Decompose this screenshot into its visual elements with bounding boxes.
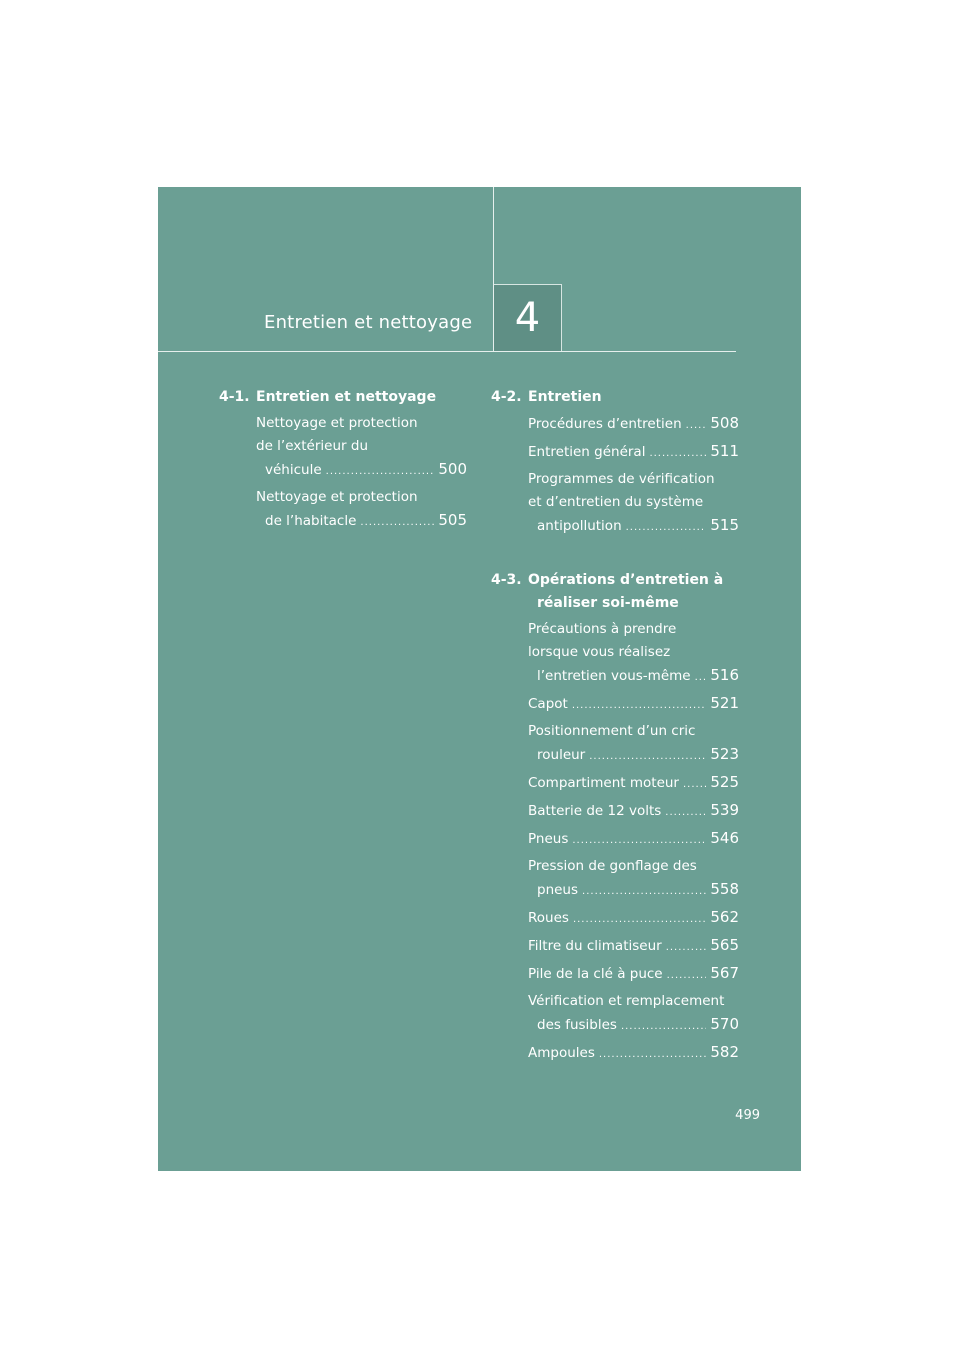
entry-page-number: 546 <box>710 829 739 847</box>
entry-leader-line <box>528 1013 739 1038</box>
section-title: Entretien <box>528 389 602 405</box>
entry-label-line: et d’entretien du système <box>528 494 704 510</box>
toc-entry[interactable] <box>528 962 739 987</box>
section-heading[interactable] <box>219 386 467 409</box>
dot-leader <box>626 516 707 539</box>
entry-page-number: 521 <box>710 694 739 712</box>
dot-leader <box>360 511 434 534</box>
entry-label-line: Pression de gonflage des <box>528 858 697 874</box>
dot-leader <box>573 908 706 931</box>
entry-label: Filtre du climatiseur <box>528 938 662 954</box>
entry-label: l’entretien vous-même <box>537 668 691 684</box>
entry-leader-line <box>528 906 739 931</box>
entry-label: Capot <box>528 696 568 712</box>
dot-leader <box>326 460 435 483</box>
toc-entry[interactable] <box>528 906 739 931</box>
entry-page-number: 508 <box>710 414 739 432</box>
toc-entry[interactable] <box>528 720 739 768</box>
entry-leader-line <box>528 412 739 437</box>
toc-entry[interactable] <box>528 771 739 796</box>
entry-page-number: 562 <box>710 908 739 926</box>
toc-entry[interactable] <box>528 990 739 1038</box>
entry-label-line: lorsque vous réalisez <box>528 644 671 660</box>
entry-label: Entretien général <box>528 444 646 460</box>
entry-leader-line <box>528 743 739 768</box>
header-horizontal-rule <box>158 351 736 352</box>
chapter-number: 4 <box>514 295 541 341</box>
toc-column-left <box>219 386 467 552</box>
entry-label-line: Positionnement d’un cric <box>528 723 696 739</box>
entry-label: pneus <box>537 882 579 898</box>
entry-label-line: Programmes de vérification <box>528 471 715 487</box>
entry-page-number: 582 <box>710 1043 739 1061</box>
entry-leader-line <box>528 664 739 689</box>
entry-leader-line <box>528 771 739 796</box>
entry-label: rouleur <box>537 747 586 763</box>
entry-page-number: 516 <box>710 666 739 684</box>
entry-label: Batterie de 12 volts <box>528 803 662 819</box>
toc-entry[interactable] <box>528 799 739 824</box>
entry-leader-line <box>528 799 739 824</box>
toc-entry[interactable] <box>256 412 467 483</box>
toc-entry[interactable] <box>528 934 739 959</box>
section-spacer <box>491 557 739 569</box>
dot-leader <box>621 1015 706 1038</box>
entry-page-number: 570 <box>710 1015 739 1033</box>
entry-label: Ampoules <box>528 1045 595 1061</box>
entry-page-number: 565 <box>710 936 739 954</box>
entry-label-line: Nettoyage et protection <box>256 415 418 431</box>
dot-leader <box>683 773 706 796</box>
toc-entry[interactable] <box>528 440 739 465</box>
section-number: 4-3. <box>491 572 522 588</box>
dot-leader <box>695 666 707 689</box>
entry-leader-line <box>256 458 467 483</box>
page-number: 499 <box>735 1108 760 1123</box>
toc-column-right <box>491 386 739 1084</box>
section-number: 4-1. <box>219 389 250 405</box>
dot-leader <box>649 442 706 465</box>
dot-leader <box>666 936 707 959</box>
entry-label: Procédures d’entretien <box>528 416 682 432</box>
toc-entry[interactable] <box>528 855 739 903</box>
entry-label-line: de l’extérieur du <box>256 438 368 454</box>
entry-leader-line <box>528 827 739 852</box>
entry-label-line: Vérification et remplacement <box>528 993 725 1009</box>
chapter-title: Entretien et nettoyage <box>264 312 473 333</box>
entry-label: de l’habitacle <box>265 513 357 529</box>
entry-leader-line <box>528 1041 739 1066</box>
entry-leader-line <box>256 509 467 534</box>
entry-page-number: 567 <box>710 964 739 982</box>
chapter-number-box <box>494 284 562 351</box>
toc-entry[interactable] <box>256 486 467 534</box>
entry-label: véhicule <box>265 462 322 478</box>
entry-label-line: Précautions à prendre <box>528 621 677 637</box>
dot-leader <box>665 801 706 824</box>
dot-leader <box>582 880 706 903</box>
section-number: 4-2. <box>491 389 522 405</box>
entry-page-number: 515 <box>710 516 739 534</box>
entry-leader-line <box>528 934 739 959</box>
dot-leader <box>599 1043 706 1066</box>
section-heading[interactable] <box>491 386 739 409</box>
section-heading[interactable] <box>491 569 739 615</box>
entry-page-number: 511 <box>710 442 739 460</box>
toc-section <box>491 386 739 539</box>
entry-page-number: 500 <box>438 460 467 478</box>
entry-leader-line <box>528 962 739 987</box>
section-title: Opérations d’entretien à réaliser soi-même <box>528 572 724 611</box>
entry-page-number: 558 <box>710 880 739 898</box>
dot-leader <box>572 694 707 717</box>
entry-label-line: Nettoyage et protection <box>256 489 418 505</box>
toc-section <box>219 386 467 534</box>
toc-entry[interactable] <box>528 618 739 689</box>
entry-leader-line <box>528 692 739 717</box>
entry-leader-line <box>528 440 739 465</box>
toc-section <box>491 569 739 1066</box>
dot-leader <box>686 414 707 437</box>
entry-page-number: 523 <box>710 745 739 763</box>
entry-page-number: 539 <box>710 801 739 819</box>
toc-entry[interactable] <box>528 1041 739 1066</box>
dot-leader <box>589 745 706 768</box>
entry-label: Pile de la clé à puce <box>528 966 663 982</box>
entry-label: antipollution <box>537 518 622 534</box>
entry-label: Compartiment moteur <box>528 775 679 791</box>
entry-label: Roues <box>528 910 569 926</box>
entry-page-number: 525 <box>710 773 739 791</box>
dot-leader <box>572 829 706 852</box>
toc-entry[interactable] <box>528 827 739 852</box>
entry-leader-line <box>528 514 739 539</box>
section-title: Entretien et nettoyage <box>256 389 437 405</box>
entry-label: des fusibles <box>537 1017 617 1033</box>
entry-leader-line <box>528 878 739 903</box>
toc-entry[interactable] <box>528 468 739 539</box>
dot-leader <box>667 964 707 987</box>
toc-entry[interactable] <box>528 412 739 437</box>
toc-entry[interactable] <box>528 692 739 717</box>
entry-label: Pneus <box>528 831 569 847</box>
entry-page-number: 505 <box>438 511 467 529</box>
